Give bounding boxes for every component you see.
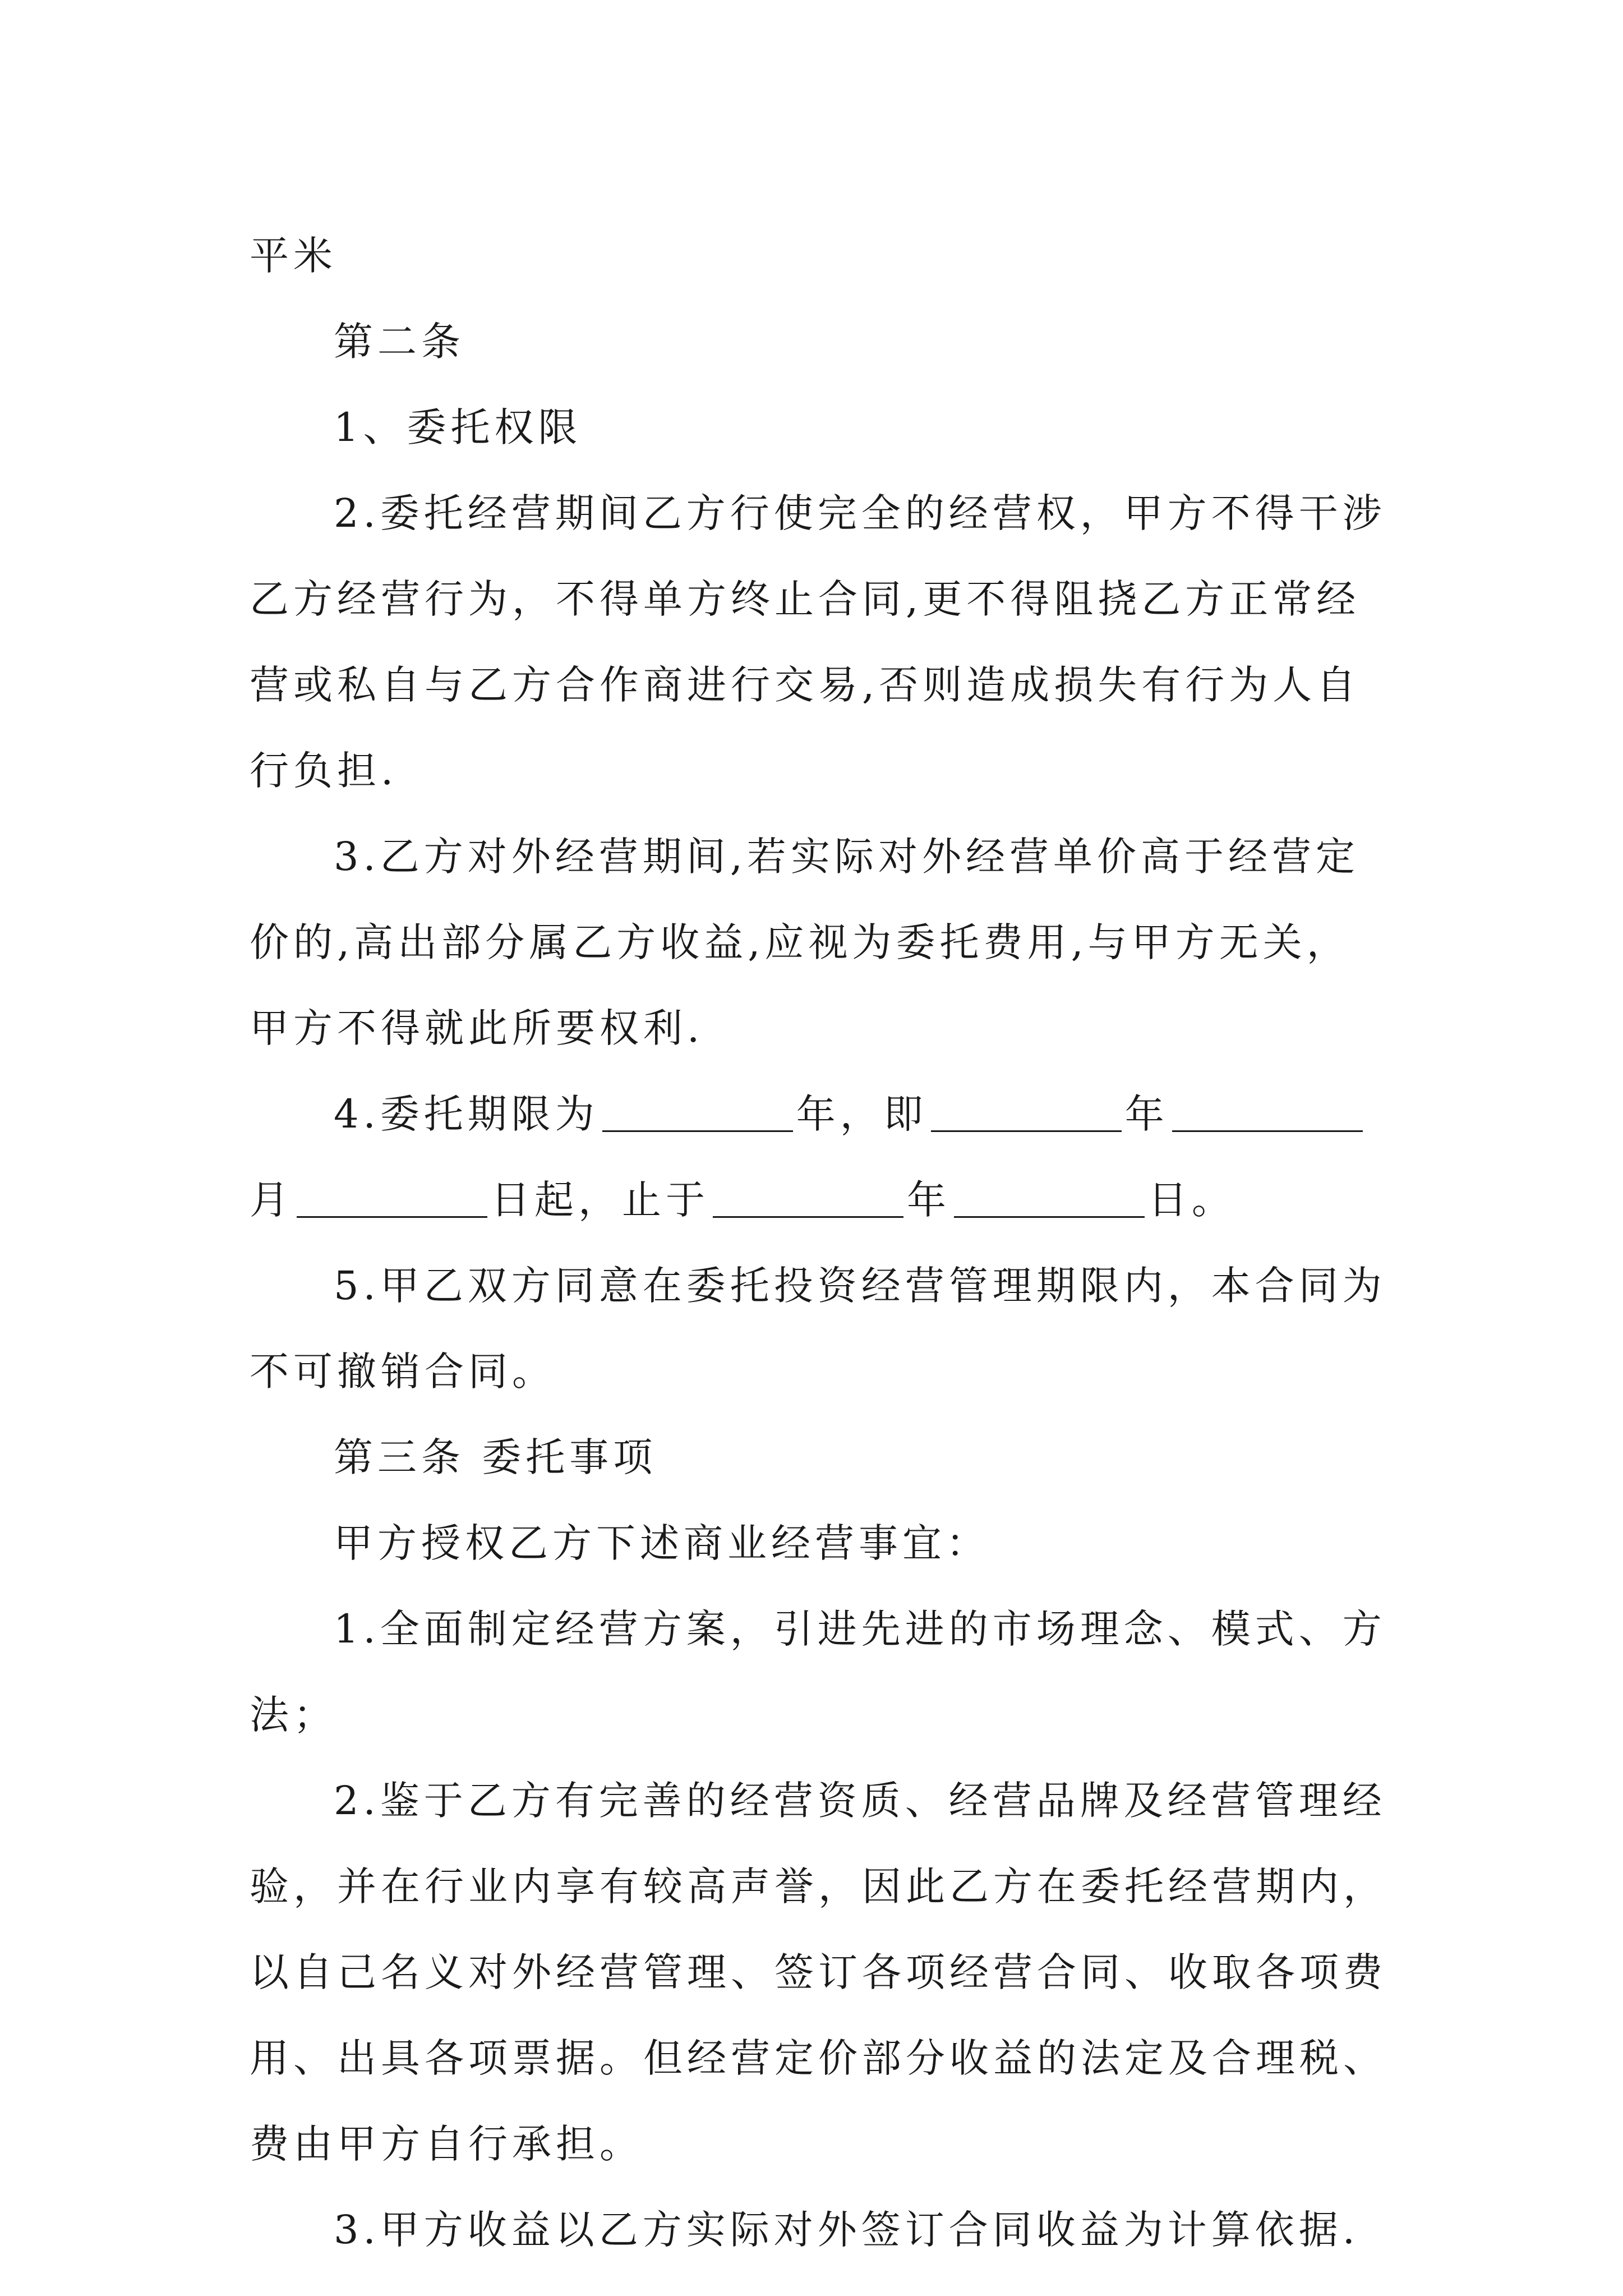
blank-field [713, 1216, 903, 1218]
blank-field [1172, 1130, 1363, 1132]
paragraph-line: 平米 [250, 233, 337, 279]
paragraph-line: 以自己名义对外经营管理、签订各项经营合同、收取各项费 [250, 1949, 1387, 1995]
paragraph-line: 2.委托经营期间乙方行使完全的经营权，甲方不得干涉 [334, 490, 1386, 536]
contract-body [250, 213, 1388, 2273]
term-text: 月 [250, 1177, 293, 1223]
paragraph-line: 不可撤销合同。 [250, 1349, 556, 1395]
term-prefix: 4.委托期限为 [334, 1091, 599, 1137]
paragraph-line: 2.鉴于乙方有完善的经营资质、经营品牌及经营管理经 [334, 1778, 1386, 1824]
blank-field [602, 1130, 793, 1132]
term-text: 年 [907, 1177, 951, 1223]
paragraph-line: 费由甲方自行承担。 [250, 2121, 643, 2167]
section-heading: 1、委托权限 [334, 404, 582, 450]
paragraph-line: 法； [250, 1692, 337, 1738]
paragraph-line: 用、出具各项票据。但经营定价部分收益的法定及合理税、 [250, 2035, 1387, 2081]
paragraph-line: 甲方不得就此所要权利. [250, 1005, 704, 1051]
paragraph-line: 验，并在行业内享有较高声誉，因此乙方在委托经营期内， [250, 1864, 1387, 1910]
paragraph-line: 1.全面制定经营方案，引进先进的市场理念、模式、方 [334, 1606, 1386, 1652]
paragraph-line: 3.乙方对外经营期间,若实际对外经营单价高于经营定 [334, 834, 1360, 880]
blank-field [931, 1130, 1122, 1132]
paragraph-line: 甲方授权乙方下述商业经营事宜： [334, 1520, 990, 1566]
paragraph-line: 营或私自与乙方合作商进行交易,否则造成损失有行为人自 [250, 662, 1361, 708]
paragraph-line: 3.甲方收益以乙方实际对外签订合同收益为计算依据. [334, 2207, 1360, 2253]
article-heading: 第二条 [334, 319, 465, 365]
paragraph-line: 5.甲乙双方同意在委托投资经营管理期限内，本合同为 [334, 1263, 1386, 1309]
article-heading: 第三条 委托事项 [334, 1434, 657, 1480]
term-line [250, 1071, 1388, 1157]
term-line [250, 1157, 1388, 1243]
term-text: 日起，止于 [491, 1177, 709, 1223]
paragraph-line: 价的,高出部分属乙方收益,应视为委托费用,与甲方无关， [250, 919, 1350, 965]
blank-field [297, 1216, 487, 1218]
blank-field [954, 1216, 1145, 1218]
term-text: 年 [1124, 1091, 1169, 1137]
term-text: 年，即 [796, 1091, 928, 1137]
paragraph-line: 行负担. [250, 748, 398, 794]
term-text: 日。 [1148, 1177, 1235, 1223]
paragraph-line: 乙方经营行为，不得单方终止合同,更不得阻挠乙方正常经 [250, 576, 1361, 622]
